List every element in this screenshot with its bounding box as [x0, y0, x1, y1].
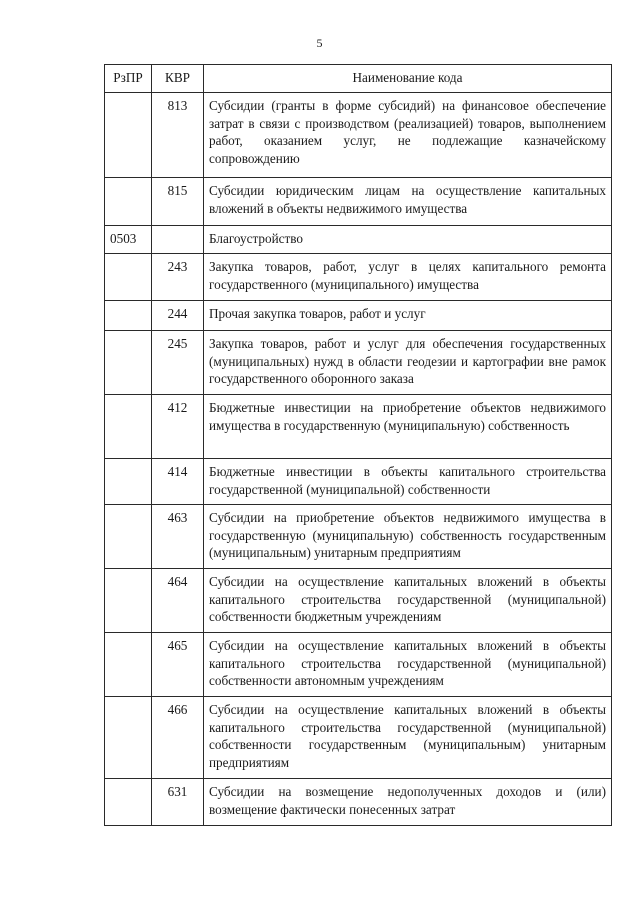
cell-kvr: 464: [152, 569, 204, 633]
page-number: 5: [316, 36, 323, 50]
cell-name: Субсидии на осуществление капитальных вложений в объекты капитального строительства государственной (муниципальной) собственности бюджетным учреждениям: [204, 569, 612, 633]
cell-name: Субсидии (гранты в форме субсидий) на финансовое обеспечение затрат в связи с производством (реализацией) товаров, выполнением работ, оказанием услуг, не подлежащие казначейскому сопровождению: [204, 93, 612, 178]
cell-kvr: 631: [152, 779, 204, 826]
cell-name: Субсидии на осуществление капитальных вложений в объекты капитального строительства государственной (муниципальной) собственности автономным учреждениям: [204, 633, 612, 697]
cell-name: Бюджетные инвестиции в объекты капитального строительства государственной (муниципальной) собственности: [204, 459, 612, 505]
table-row: [105, 697, 612, 779]
cell-rzpr: [105, 301, 152, 331]
cell-rzpr: [105, 697, 152, 779]
table-row: [105, 254, 612, 301]
cell-rzpr: [105, 505, 152, 569]
cell-rzpr: [105, 178, 152, 226]
cell-rzpr: [105, 93, 152, 178]
budget-codes-table: [104, 64, 612, 826]
cell-kvr: 813: [152, 93, 204, 178]
cell-rzpr: [105, 779, 152, 826]
cell-name: Субсидии на приобретение объектов недвижимого имущества в государственную (муниципальную) собственность государственным (муниципальным) унитарным предприятиям: [204, 505, 612, 569]
cell-rzpr: [105, 459, 152, 505]
cell-name: Закупка товаров, работ и услуг для обеспечения государственных (муниципальных) нужд в области геодезии и картографии вне рамок государственного оборонного заказа: [204, 331, 612, 395]
cell-kvr: 243: [152, 254, 204, 301]
table-header-row: [105, 65, 612, 93]
table-row: [105, 569, 612, 633]
cell-name: Закупка товаров, работ, услуг в целях капитального ремонта государственного (муниципального) имущества: [204, 254, 612, 301]
cell-name: Прочая закупка товаров, работ и услуг: [204, 301, 612, 331]
cell-kvr: 463: [152, 505, 204, 569]
cell-name: Субсидии на осуществление капитальных вложений в объекты капитального строительства государственной (муниципальной) собственности государственным (муниципальным) унитарным предприятиям: [204, 697, 612, 779]
table-row: [105, 395, 612, 459]
table-row: [105, 779, 612, 826]
table-row: [105, 505, 612, 569]
table-row: [105, 178, 612, 226]
cell-kvr: 466: [152, 697, 204, 779]
cell-rzpr: [105, 331, 152, 395]
table-row: [105, 633, 612, 697]
cell-rzpr: [105, 569, 152, 633]
cell-name: Субсидии на возмещение недополученных доходов и (или) возмещение фактически понесенных затрат: [204, 779, 612, 826]
header-rzpr: РзПР: [105, 65, 152, 93]
table-row: [105, 301, 612, 331]
cell-name: Субсидии юридическим лицам на осуществление капитальных вложений в объекты недвижимого имущества: [204, 178, 612, 226]
cell-name: Благоустройство: [204, 226, 612, 254]
table-row: [105, 459, 612, 505]
cell-kvr: 412: [152, 395, 204, 459]
cell-kvr: 414: [152, 459, 204, 505]
cell-kvr: 815: [152, 178, 204, 226]
cell-rzpr: 0503: [105, 226, 152, 254]
cell-name: Бюджетные инвестиции на приобретение объектов недвижимого имущества в государственную (муниципальную) собственность: [204, 395, 612, 459]
cell-kvr: 245: [152, 331, 204, 395]
cell-rzpr: [105, 633, 152, 697]
cell-kvr: 465: [152, 633, 204, 697]
cell-kvr: [152, 226, 204, 254]
cell-rzpr: [105, 254, 152, 301]
header-kvr: КВР: [152, 65, 204, 93]
cell-rzpr: [105, 395, 152, 459]
table-row: [105, 331, 612, 395]
cell-kvr: 244: [152, 301, 204, 331]
table-row: [105, 93, 612, 178]
table-row: [105, 226, 612, 254]
header-name: Наименование кода: [204, 65, 612, 93]
